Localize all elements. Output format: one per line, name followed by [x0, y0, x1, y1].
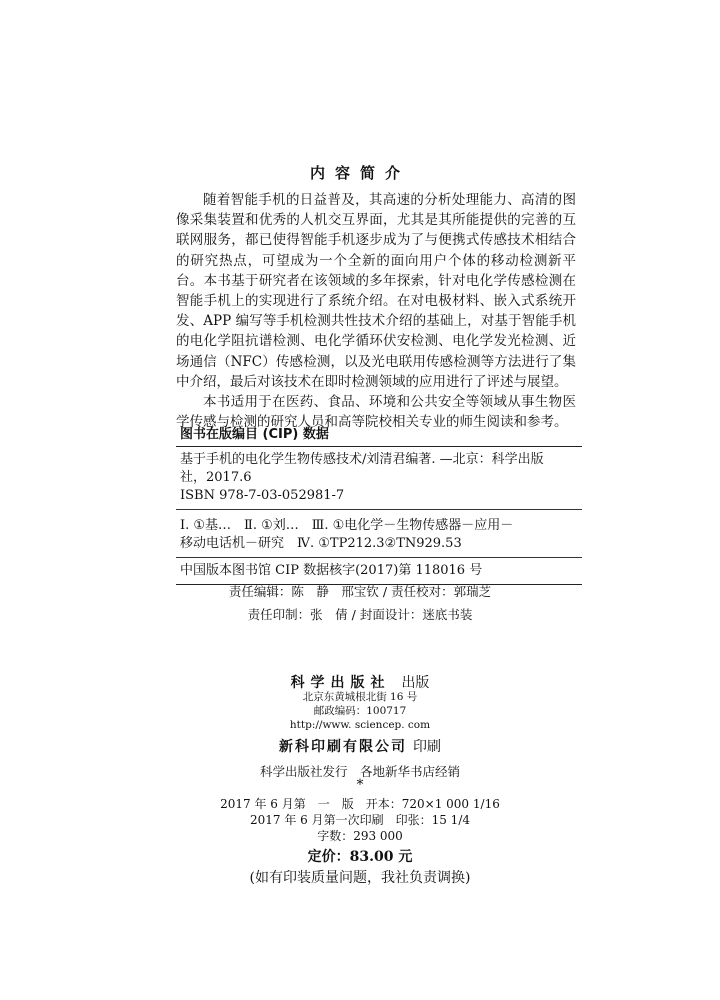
- quality-note: (如有印装质量问题，我社负责调换): [249, 870, 471, 886]
- staff-line-1: 责任编辑：陈 静 邢宝钦 / 责任校对：郭瑞芝: [228, 584, 492, 599]
- publisher-name: 科学出版社: [290, 675, 391, 691]
- price: 定价：83.00 元: [307, 849, 413, 865]
- printer-line: [0, 736, 720, 756]
- separator-star: *: [356, 777, 364, 793]
- cip-title: 图书在版编目 (CIP) 数据: [176, 426, 582, 447]
- cip-line-2: 社，2017.6: [180, 470, 252, 485]
- cip-record-number: 中国版本图书馆 CIP 数据核字(2017)第 118016 号: [176, 558, 582, 585]
- summary-paragraph-1: 随着智能手机的日益普及，其高速的分析处理能力、高清的图像采集装置和优秀的人机交互界面，尤其是其所能提供的完善的互联网服务，都已使得智能手机逐步成为了与便携式传感技术相结合的研究热点，可望成为一个全新的面向用户个体的移动检测新平台。本书基于研究者在该领域的多年探索，针对电化学传感检测在智能手机上的实现进行了系统介绍。在对电极材料、嵌入式系统开发、APP 编写等手机检测共性技术介绍的基础上，对基于智能手机的电化学阻抗谱检测、电化学循环伏安检测、电化学发光检测、近场通信（NFC）传感检测，以及光电联用传感检测等方法进行了集中介绍，最后对该技术在即时检测领域的应用进行了评述与展望。: [176, 192, 576, 390]
- printer-name: 新科印刷有限公司: [279, 739, 407, 755]
- cip-bibliographic: [176, 447, 582, 510]
- publisher-name-suffix: 出版: [401, 675, 430, 691]
- summary-body: [176, 190, 576, 432]
- publisher-name-line: [0, 672, 720, 692]
- edition-line-2: 2017 年 6 月第一次印刷 印张：15 1/4: [249, 813, 470, 827]
- cip-classification: [176, 510, 582, 558]
- printer-suffix: 印刷: [413, 739, 441, 755]
- publisher-url: http://www. sciencep. com: [289, 719, 431, 731]
- cip-class-line-2: 移动电话机－研究 Ⅳ. ①TP212.3②TN929.53: [180, 536, 462, 551]
- word-count: 字数：293 000: [317, 829, 403, 843]
- staff-line-2: 责任印制：张 倩 / 封面设计：迷底书装: [247, 607, 473, 622]
- distribution-line: 科学出版社发行 各地新华书店经销: [259, 764, 460, 779]
- publisher-postal: 邮政编码：100717: [313, 705, 407, 717]
- summary-title: 内容简介: [309, 164, 410, 182]
- cip-line-1: 基于手机的电化学生物传感技术/刘清君编著. —北京：科学出版: [180, 452, 544, 467]
- summary-paragraph-2: 本书适用于在医药、食品、环境和公共安全等领域从事生物医学传感与检测的研究人员和高等院校相关专业的师生阅读和参考。: [176, 394, 576, 431]
- cip-class-line-1: Ⅰ. ①基… Ⅱ. ①刘… Ⅲ. ①电化学－生物传感器－应用－: [180, 518, 514, 533]
- publisher-address: 北京东黄城根北街 16 号: [302, 691, 418, 703]
- cip-isbn: ISBN 978-7-03-052981-7: [180, 488, 345, 503]
- edition-line-1: 2017 年 6 月第 一 版 开本：720×1 000 1/16: [220, 797, 500, 811]
- cip-data-block: [176, 426, 582, 585]
